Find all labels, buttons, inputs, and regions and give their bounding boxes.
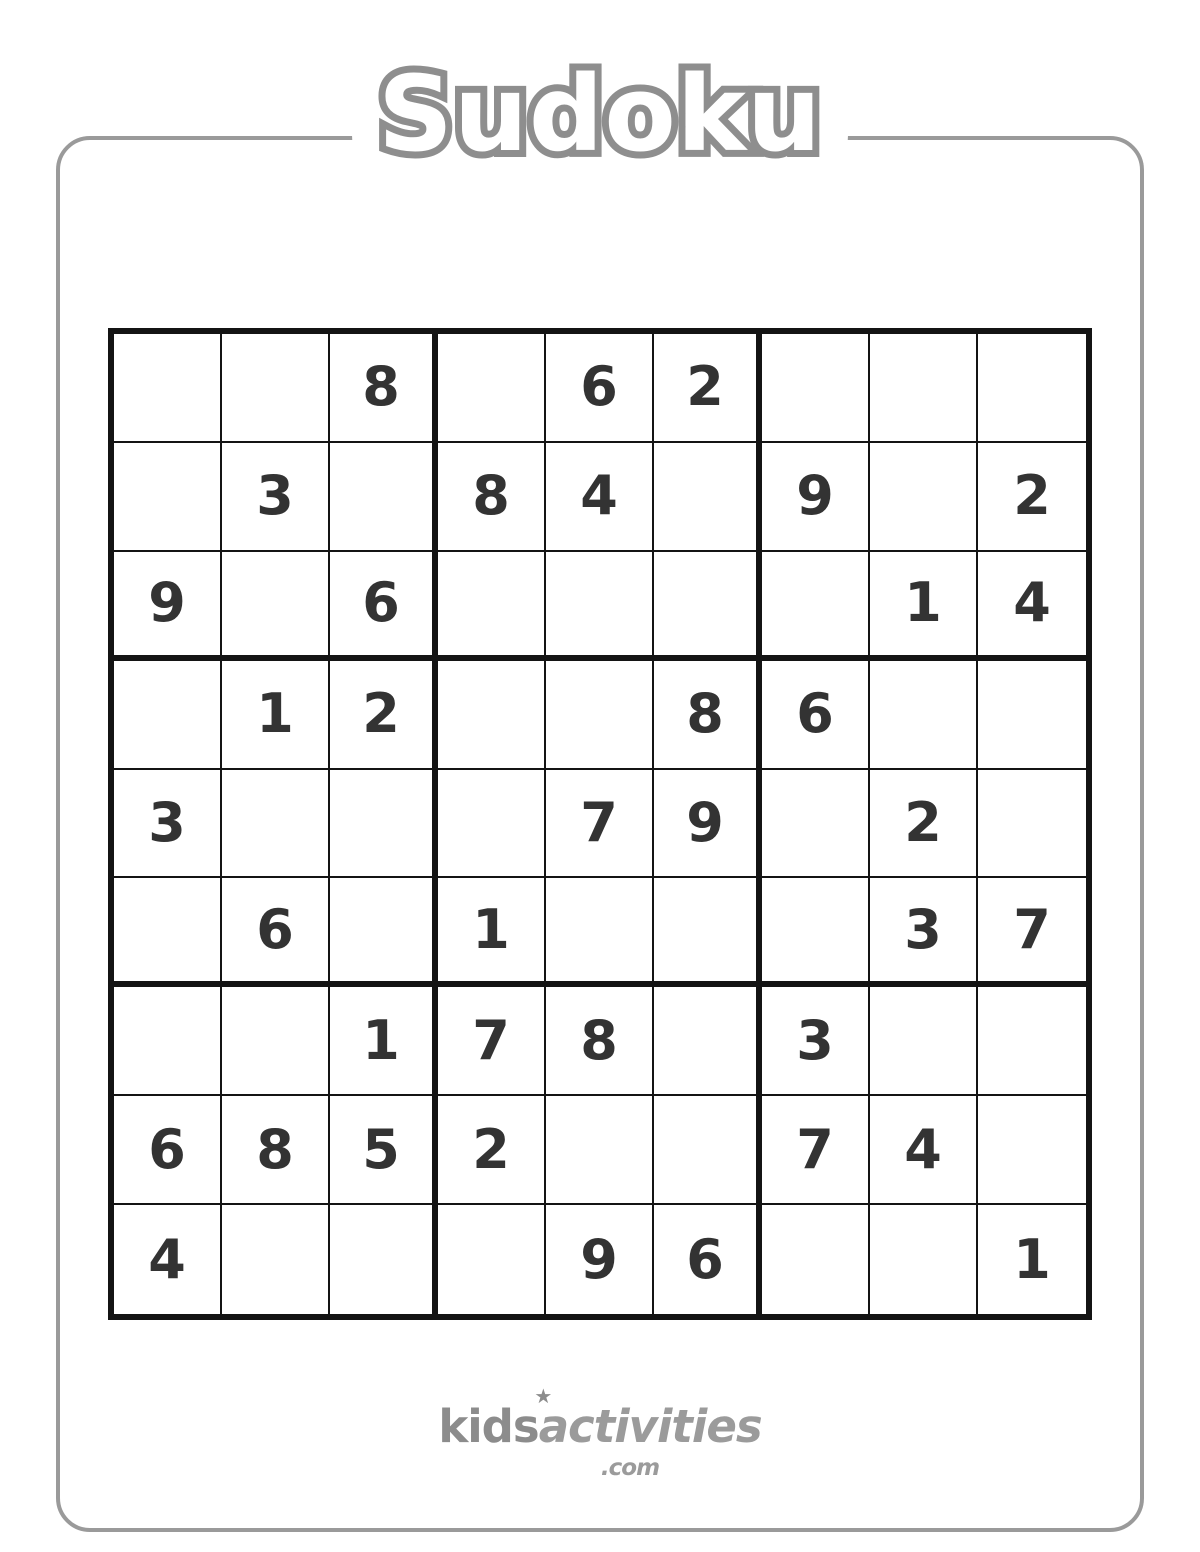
sudoku-cell-r1c9[interactable] [978, 334, 1086, 443]
sudoku-cell-r5c8[interactable]: 2 [870, 770, 978, 879]
sudoku-cell-r8c5[interactable] [546, 1096, 654, 1205]
sudoku-cell-r1c2[interactable] [222, 334, 330, 443]
sudoku-cell-r4c1[interactable] [114, 661, 222, 770]
sudoku-cell-r9c9[interactable]: 1 [1013, 1227, 1051, 1291]
sudoku-cell-r2c8[interactable] [870, 443, 978, 552]
sudoku-grid [108, 328, 1092, 1320]
sudoku-cell-r4c9[interactable] [978, 661, 1086, 770]
sudoku-cell-r7c5[interactable]: 8 [546, 987, 654, 1096]
sudoku-cell-r6c8[interactable]: 3 [870, 878, 978, 987]
sudoku-cell-r8c9[interactable] [978, 1096, 1086, 1205]
sudoku-cell-r8c1[interactable]: 6 [114, 1096, 222, 1205]
sudoku-cell-r8c3[interactable]: 5 [330, 1096, 438, 1205]
sudoku-cell-r9c7[interactable] [762, 1205, 870, 1314]
brand-suffix: .com [600, 1455, 660, 1481]
sudoku-cell-r4c7[interactable]: 6 [762, 661, 870, 770]
sudoku-cell-r2c9[interactable]: 2 [978, 443, 1086, 552]
sudoku-cell-r3c6[interactable] [654, 552, 762, 661]
sudoku-cell-r4c3[interactable]: 2 [330, 661, 438, 770]
sudoku-cell-r3c2[interactable] [222, 552, 330, 661]
sudoku-cell-r8c2[interactable]: 8 [222, 1096, 330, 1205]
sudoku-cell-r5c2[interactable] [222, 770, 330, 879]
sudoku-cell-r1c4[interactable] [438, 334, 546, 443]
sudoku-cell-r7c8[interactable] [870, 987, 978, 1096]
sudoku-cell-r7c6[interactable] [654, 987, 762, 1096]
sudoku-cell-r3c3[interactable]: 6 [330, 552, 438, 661]
sudoku-cell-r9c5[interactable]: 9 [546, 1205, 654, 1314]
page-title-text: Sudoku [352, 58, 848, 179]
sudoku-cell-r7c4[interactable]: 7 [438, 987, 546, 1096]
star-icon: ★ [534, 1384, 552, 1408]
sudoku-cell-r1c5[interactable]: 6 [546, 334, 654, 443]
sudoku-cell-r9c8[interactable] [870, 1205, 978, 1314]
sudoku-cell-r3c8[interactable]: 1 [870, 552, 978, 661]
sudoku-cell-r9c4[interactable] [438, 1205, 546, 1314]
sudoku-cell-r7c7[interactable]: 3 [762, 987, 870, 1096]
sudoku-cell-r2c1[interactable] [114, 443, 222, 552]
sudoku-cell-r8c7[interactable]: 7 [762, 1096, 870, 1205]
sudoku-cell-r3c5[interactable] [546, 552, 654, 661]
sudoku-cell-r6c1[interactable] [114, 878, 222, 987]
sudoku-cell-r8c4[interactable]: 2 [438, 1096, 546, 1205]
sudoku-cell-r2c5[interactable]: 4 [546, 443, 654, 552]
sudoku-cell-r6c5[interactable] [546, 878, 654, 987]
sudoku-cell-r4c5[interactable] [546, 661, 654, 770]
sudoku-cell-r6c6[interactable] [654, 878, 762, 987]
sudoku-cell-r2c6[interactable] [654, 443, 762, 552]
sudoku-cell-r3c9[interactable]: 4 [978, 552, 1086, 661]
footer-branding [0, 1384, 1200, 1481]
page-title [0, 53, 1200, 179]
sudoku-cell-r4c6[interactable]: 8 [654, 661, 762, 770]
sudoku-cell-r2c3[interactable] [330, 443, 438, 552]
sudoku-cell-r9c1[interactable]: 4 [114, 1205, 222, 1314]
sudoku-cell-r4c4[interactable] [438, 661, 546, 770]
sudoku-cell-r5c3[interactable] [330, 770, 438, 879]
sudoku-cell-r5c6[interactable]: 9 [654, 770, 762, 879]
sudoku-cell-r6c2[interactable]: 6 [222, 878, 330, 987]
sudoku-cell-r2c7[interactable]: 9 [762, 443, 870, 552]
sudoku-cell-r7c2[interactable] [222, 987, 330, 1096]
sudoku-cell-r1c1[interactable] [114, 334, 222, 443]
sudoku-cell-r3c4[interactable] [438, 552, 546, 661]
sudoku-cell-r1c6[interactable]: 2 [654, 334, 762, 443]
sudoku-cell-r6c7[interactable] [762, 878, 870, 987]
sudoku-cell-r5c4[interactable] [438, 770, 546, 879]
sudoku-cell-r7c1[interactable] [114, 987, 222, 1096]
sudoku-cell-r8c8[interactable]: 4 [870, 1096, 978, 1205]
sudoku-cell-r9c6[interactable]: 6 [654, 1205, 762, 1314]
sudoku-cell-r7c3[interactable]: 1 [330, 987, 438, 1096]
sudoku-cell-r9c3[interactable] [330, 1205, 438, 1314]
sudoku-cell-r5c7[interactable] [762, 770, 870, 879]
sudoku-cell-r1c3[interactable]: 8 [330, 334, 438, 443]
sudoku-cell-r2c4[interactable]: 8 [438, 443, 546, 552]
sudoku-cell-r1c7[interactable] [762, 334, 870, 443]
sudoku-cell-r8c6[interactable] [654, 1096, 762, 1205]
brand-secondary: activities [538, 1400, 762, 1453]
brand-logo [438, 1384, 762, 1481]
sudoku-cell-r9c2[interactable] [222, 1205, 330, 1314]
sudoku-cell-r4c8[interactable] [870, 661, 978, 770]
sudoku-cell-r6c4[interactable]: 1 [438, 878, 546, 987]
sudoku-cell-r7c9[interactable] [978, 987, 1086, 1096]
sudoku-cell-r6c9[interactable]: 7 [978, 878, 1086, 987]
sudoku-cell-r5c5[interactable]: 7 [546, 770, 654, 879]
sudoku-cell-r4c2[interactable]: 1 [222, 661, 330, 770]
sudoku-cell-r5c1[interactable]: 3 [114, 770, 222, 879]
sudoku-cell-r2c2[interactable]: 3 [222, 443, 330, 552]
sudoku-cell-r6c3[interactable] [330, 878, 438, 987]
sudoku-cell-r1c8[interactable] [870, 334, 978, 443]
sudoku-cell-r5c9[interactable] [978, 770, 1086, 879]
sudoku-cell-r3c1[interactable]: 9 [114, 552, 222, 661]
sudoku-cell-r3c7[interactable] [762, 552, 870, 661]
brand-primary: kids [438, 1400, 539, 1453]
